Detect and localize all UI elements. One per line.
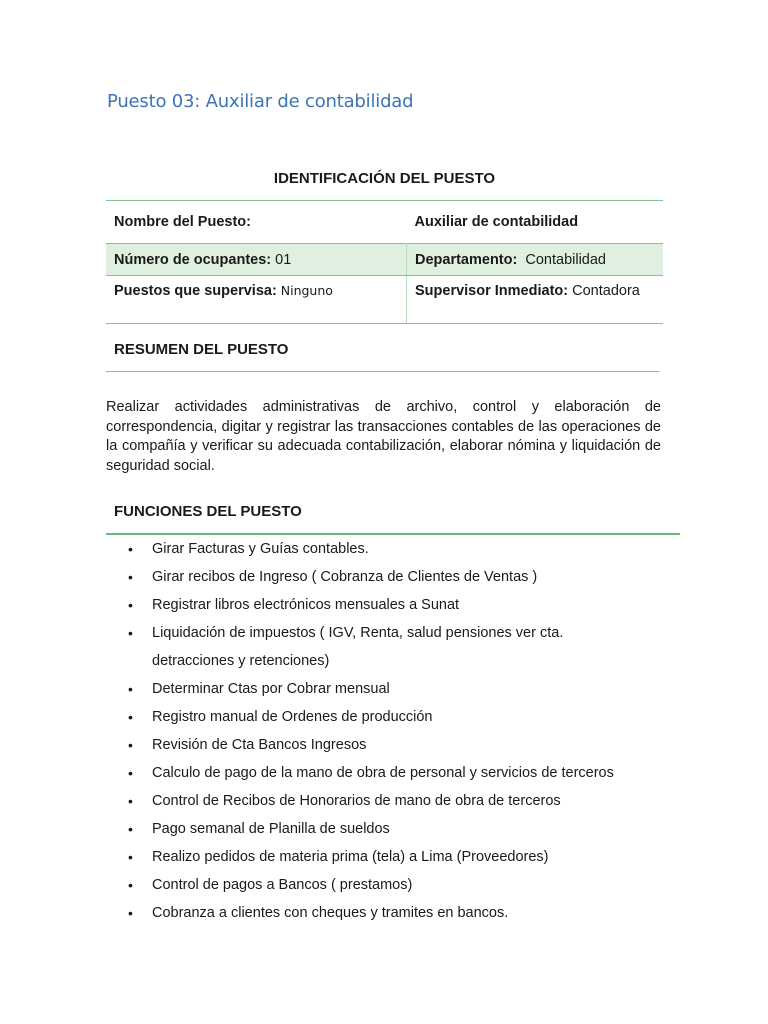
table-row: [106, 276, 663, 324]
table-cell: [106, 201, 407, 244]
bullet-icon: •: [128, 541, 133, 557]
bullet-icon: •: [128, 905, 133, 921]
summary-text: Realizar actividades administrativas de archivo, control y elaboración de correspondencia, digitar y registrar las transacciones contables de las operaciones de la compañía y verificar su adecuada contabilización, elaborar nómina y liquidación de seguridad social.: [106, 399, 661, 474]
field-label: Nombre del Puesto:: [114, 214, 251, 230]
list-item: [128, 535, 668, 563]
list-item-text: Pago semanal de Planilla de sueldos: [152, 821, 390, 837]
functions-list: [128, 535, 668, 927]
table-row: [106, 201, 663, 244]
bullet-icon: •: [128, 793, 133, 809]
list-item-text: Liquidación de impuestos ( IGV, Renta, salud pensiones ver cta.: [152, 625, 564, 641]
bullet-icon: •: [128, 737, 133, 753]
bullet-icon: •: [128, 821, 133, 837]
list-item-text: Control de pagos a Bancos ( prestamos): [152, 877, 413, 893]
list-item: [128, 619, 668, 675]
table-cell: [407, 201, 664, 244]
list-item-text: Girar recibos de Ingreso ( Cobranza de Clientes de Ventas ): [152, 569, 538, 585]
table-cell: [407, 244, 664, 276]
list-item: [128, 871, 668, 899]
bullet-icon: •: [128, 597, 133, 613]
list-item-text: Control de Recibos de Honorarios de mano de obra de terceros: [152, 793, 561, 809]
list-item: [128, 591, 668, 619]
field-value: Contabilidad: [517, 251, 606, 268]
table-cell: [407, 276, 664, 324]
list-item-text: Realizo pedidos de materia prima (tela) a Lima (Proveedores): [152, 849, 549, 865]
list-item-text: Registro manual de Ordenes de producción: [152, 709, 433, 725]
list-item: [128, 563, 668, 591]
field-value: Ninguno: [276, 283, 333, 298]
list-item-text: Determinar Ctas por Cobrar mensual: [152, 681, 390, 697]
table-cell: [106, 276, 407, 324]
page-title: Puesto 03: Auxiliar de contabilidad: [107, 91, 414, 112]
list-item: [128, 731, 668, 759]
list-item-text: Revisión de Cta Bancos Ingresos: [152, 737, 367, 753]
bullet-icon: •: [128, 877, 133, 893]
list-item: [128, 899, 668, 927]
field-label: Auxiliar de contabilidad: [414, 214, 579, 230]
bullet-icon: •: [128, 569, 133, 585]
list-item-text: detracciones y retenciones): [152, 653, 330, 669]
functions-title: FUNCIONES DEL PUESTO: [106, 500, 680, 535]
bullet-icon: •: [128, 765, 133, 781]
list-item: [128, 759, 668, 787]
list-item-text: Calculo de pago de la mano de obra de personal y servicios de terceros: [152, 765, 614, 781]
table-row: [106, 244, 663, 276]
identification-table: [106, 200, 663, 324]
identification-title: IDENTIFICACIÓN DEL PUESTO: [273, 170, 496, 187]
list-item-text: Girar Facturas y Guías contables.: [152, 541, 369, 557]
bullet-icon: •: [128, 849, 133, 865]
list-item: [128, 815, 668, 843]
list-item: [128, 703, 668, 731]
bullet-icon: •: [128, 625, 133, 641]
list-item: [128, 843, 668, 871]
field-value: 01: [271, 251, 292, 268]
field-label: Puestos que supervisa:: [114, 283, 277, 299]
list-item: [128, 787, 668, 815]
field-label: Supervisor Inmediato:: [415, 283, 569, 299]
field-value: Contadora: [568, 283, 640, 299]
field-label: Número de ocupantes:: [114, 251, 272, 268]
list-item-text: Registrar libros electrónicos mensuales a Sunat: [152, 597, 460, 613]
bullet-icon: •: [128, 709, 133, 725]
bullet-icon: •: [128, 681, 133, 697]
field-label: Departamento:: [415, 251, 518, 268]
list-item-text: Cobranza a clientes con cheques y tramites en bancos.: [152, 905, 509, 921]
list-item: [128, 675, 668, 703]
table-cell: [106, 244, 407, 276]
summary-title: RESUMEN DEL PUESTO: [106, 338, 659, 372]
